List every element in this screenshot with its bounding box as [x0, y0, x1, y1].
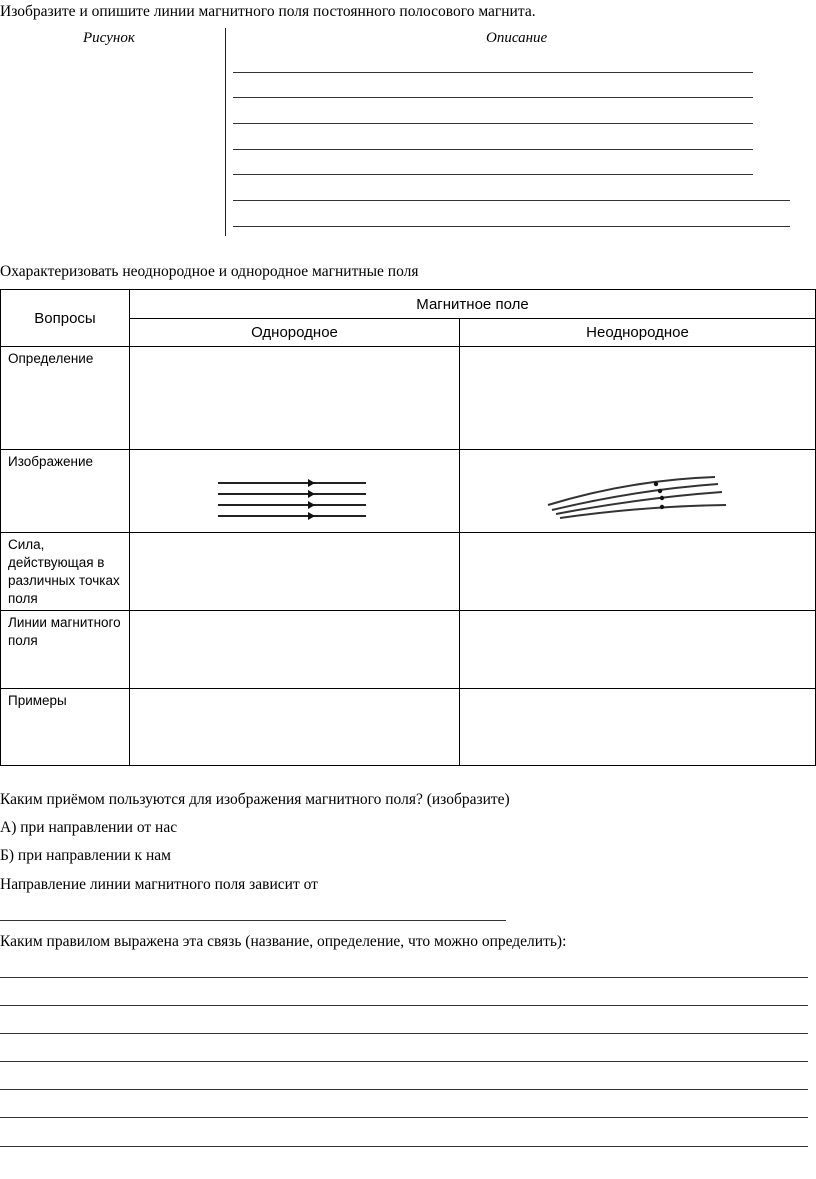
answer-line-5[interactable] [233, 174, 753, 175]
cell-lines-nonuniform[interactable] [460, 611, 816, 689]
option-toward: Б) при направлении к нам [0, 847, 171, 864]
magnetic-field-table [0, 289, 816, 766]
question-representation: Каким приёмом пользуются для изображения магнитного поля? (изобразите) [0, 791, 510, 808]
row-label-field-lines: Линии магнитного поля [1, 611, 130, 689]
rule-answer-line-5[interactable] [0, 1089, 808, 1090]
header-magnetic-field: Магнитное поле [130, 290, 816, 319]
answer-line-3[interactable] [233, 123, 753, 124]
cell-image-nonuniform [460, 450, 816, 533]
header-questions: Вопросы [1, 290, 130, 347]
rule-question: Каким правилом выражена эта связь (название, определение, что можно определить): [0, 933, 567, 950]
cell-examples-uniform[interactable] [130, 689, 460, 766]
answer-line-1[interactable] [233, 72, 753, 73]
answer-line-6[interactable] [233, 200, 790, 201]
direction-answer-line[interactable] [0, 920, 506, 921]
nonuniform-field-lines-figure [460, 450, 815, 532]
cell-image-uniform [130, 450, 460, 533]
row-label-image: Изображение [1, 450, 130, 533]
row-label-definition: Определение [1, 347, 130, 450]
row-label-force: Сила, действующая в различных точках поля [1, 533, 130, 611]
direction-statement: Направление линии магнитного поля зависит от [0, 876, 318, 893]
header-uniform: Однородное [130, 319, 460, 347]
rule-answer-line-7[interactable] [0, 1146, 808, 1147]
instruction-bar-magnet: Изобразите и опишите линии магнитного поля постоянного полосового магнита. [0, 3, 536, 20]
header-nonuniform: Неоднородное [460, 319, 816, 347]
answer-line-4[interactable] [233, 149, 753, 150]
cell-examples-nonuniform[interactable] [460, 689, 816, 766]
column-divider [225, 28, 226, 236]
rule-answer-line-6[interactable] [0, 1117, 808, 1118]
column-header-description: Описание [486, 30, 548, 46]
uniform-field-lines-figure [130, 450, 459, 532]
cell-definition-uniform[interactable] [130, 347, 460, 450]
cell-force-nonuniform[interactable] [460, 533, 816, 611]
rule-answer-line-2[interactable] [0, 1005, 808, 1006]
instruction-field-types: Охарактеризовать неоднородное и однородное магнитные поля [0, 263, 419, 280]
answer-line-2[interactable] [233, 97, 753, 98]
option-away: А) при направлении от нас [0, 819, 178, 836]
answer-line-7[interactable] [233, 226, 790, 227]
column-header-picture: Рисунок [83, 30, 135, 46]
rule-answer-line-4[interactable] [0, 1061, 808, 1062]
cell-force-uniform[interactable] [130, 533, 460, 611]
cell-definition-nonuniform[interactable] [460, 347, 816, 450]
rule-answer-line-3[interactable] [0, 1033, 808, 1034]
cell-lines-uniform[interactable] [130, 611, 460, 689]
rule-answer-line-1[interactable] [0, 977, 808, 978]
row-label-examples: Примеры [1, 689, 130, 766]
